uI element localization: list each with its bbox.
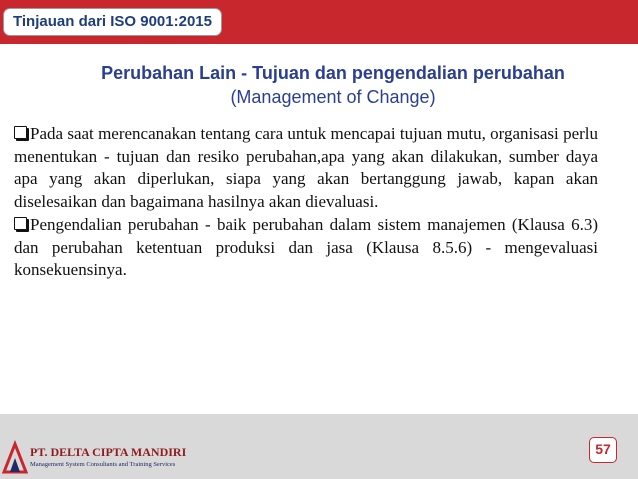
checkbox-bullet-icon xyxy=(14,217,27,230)
paragraph-2-text: Pengendalian perubahan - baik perubahan dalam sistem manajemen (Klausa 6.3) dan perubahan ketentuan produksi dan jasa (Klausa 8.5.6) - mengevaluasi konsekuensinya. xyxy=(14,214,598,280)
title-subtitle: (Management of Change) xyxy=(230,87,436,107)
title-main: Perubahan Lain - Tujuan dan pengendalian perubahan xyxy=(101,63,565,83)
company-tagline: Management System Consultants and Training Services xyxy=(30,461,176,468)
page-number: 57 xyxy=(589,437,617,463)
company-name: PT. DELTA CIPTA MANDIRI xyxy=(30,445,187,459)
slide-title xyxy=(0,63,638,108)
bullet-paragraph-1 xyxy=(14,123,598,214)
delta-triangle-icon xyxy=(2,440,28,474)
paragraph-1-text: Pada saat merencanakan tentang cara untuk mencapai tujuan mutu, organisasi perlu menentukan - tujuan dan resiko perubahan,apa yang akan dilakukan, sumber daya apa yang akan diperlukan, siapa yang akan bertanggung jawab, kapan akan diselesaikan dan bagaimana hasilnya akan dievaluasi. xyxy=(14,124,598,212)
slide-body xyxy=(14,123,598,282)
section-tag: Tinjauan dari ISO 9001:2015 xyxy=(3,8,222,36)
bullet-paragraph-2 xyxy=(14,214,598,282)
checkbox-bullet-icon xyxy=(14,126,27,139)
